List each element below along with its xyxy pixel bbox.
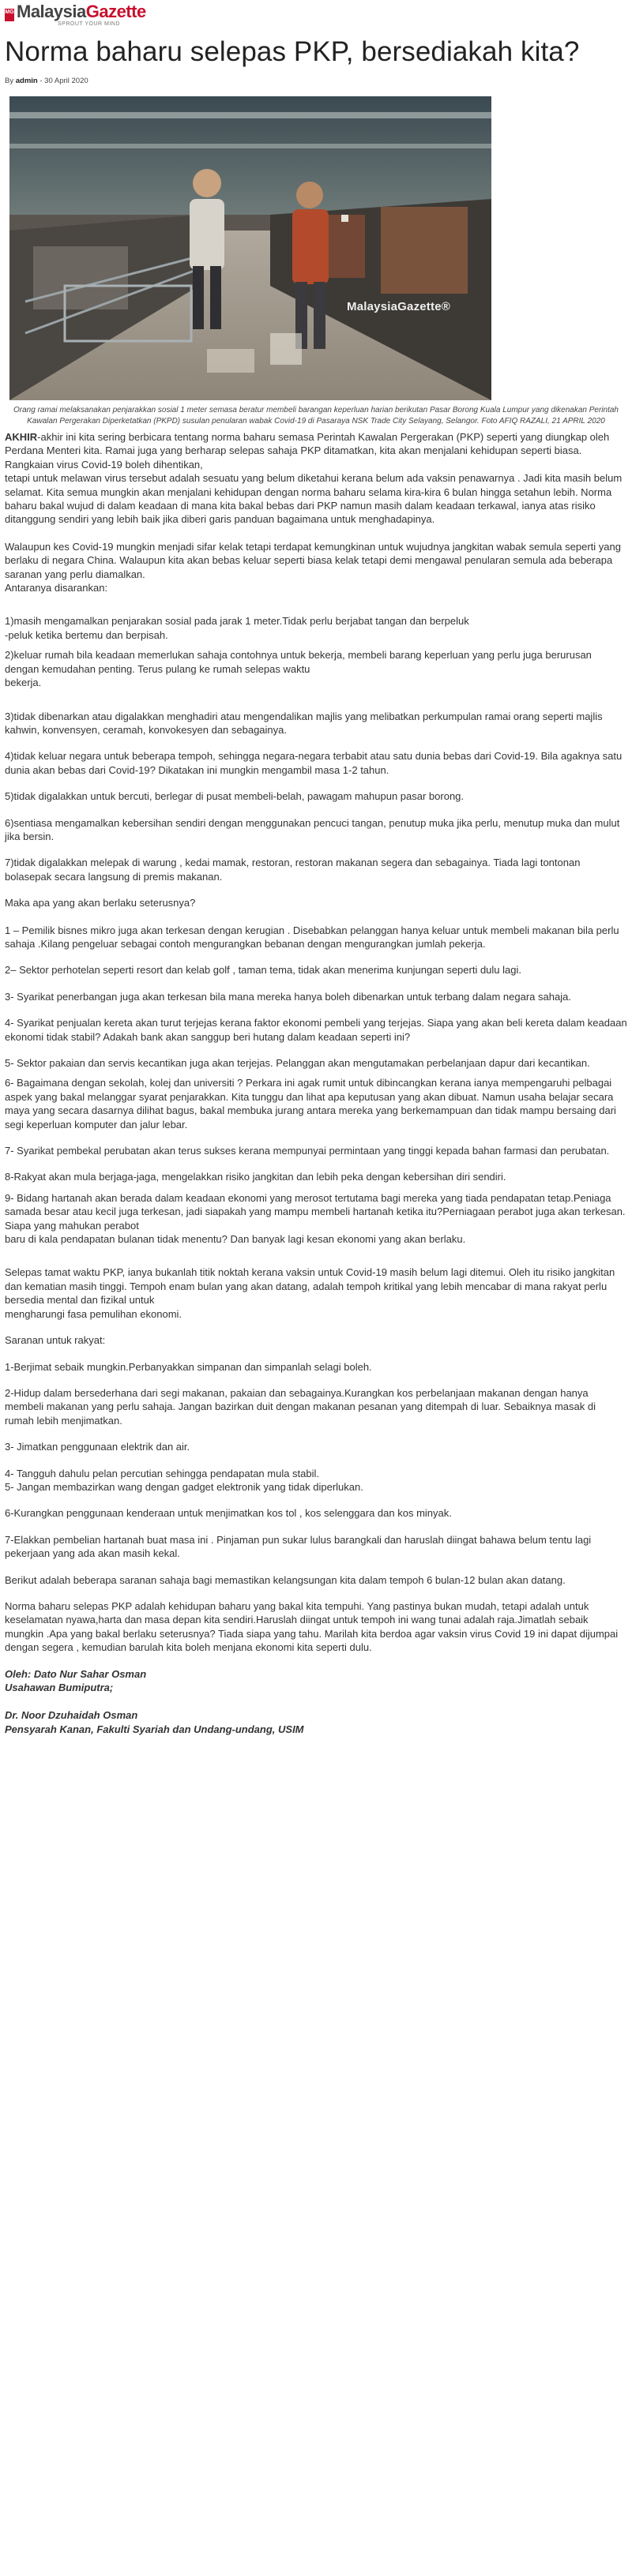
article-paragraph: 3- Syarikat penerbangan juga akan terkesan bila mana mereka hanya boleh dibenarkan untuk terbang dalam negara sahaja. bbox=[5, 990, 571, 1003]
article-paragraph: 3)tidak dibenarkan atau digalakkan menghadiri atau mengendalikan majlis yang melibatkan perkumpulan ramai orang seperti majlis kahwin, konvensyen, ceramah, konvokesyen dan sebagainya. bbox=[5, 710, 603, 736]
author-link[interactable]: admin bbox=[15, 77, 38, 85]
article-body bbox=[5, 430, 627, 1736]
article-paragraph: 4)tidak keluar negara untuk beberapa tempoh, sehingga negara-negara terbabit atau satu dunia bebas dari Covid-19. Bila agaknya satu dunia akan bebas dari Covid-19? Dikatakan ini mungkin mengambil masa 1-2 tahun. bbox=[5, 750, 623, 776]
article-paragraph: 8-Rakyat akan mula berjaga-jaga, mengelakkan risiko jangkitan dan lebih peka dengan kebersihan diri sendiri. bbox=[5, 1171, 506, 1183]
photo-illustration bbox=[9, 96, 491, 400]
article-title: Norma baharu selepas PKP, bersediakah kita? bbox=[5, 36, 580, 67]
article-paragraph: 5- Sektor pakaian dan servis kecantikan juga akan terjejas. Pelanggan akan mengutamakan perbelanjaan dapur dari kecantikan. bbox=[5, 1057, 590, 1069]
article-paragraph: 1-Berjimat sebaik mungkin.Perbanyakkan simpanan dan simpanlah selagi boleh. bbox=[5, 1360, 372, 1373]
article-paragraph: 6)sentiasa mengamalkan kebersihan sendiri dengan menggunakan pencuci tangan, penutup muka jika perlu, menutup muka dan mulut jika bersin. bbox=[5, 816, 620, 842]
article-paragraph: Selepas tamat waktu PKP, ianya bukanlah titik noktah kerana vaksin untuk Covid-19 masih belum lagi ditemui. Oleh itu risiko jangkitan dan kematian masih tinggi. Tempoh enam bulan yang akan datang, adalah tempoh kritikal yang lebih mencabar di mana rakyat perlu bersedia mental dan fizikal untuk mengharungi fasa pemulihan ekonomi. bbox=[5, 1266, 615, 1320]
article-paragraph: Walaupun kes Covid-19 mungkin menjadi sifar kelak tetapi terdapat kemungkinan untuk wujudnya jangkitan wabak semula seperti yang berlaku di negara China. Walaupun kita akan bebas keluar seperti biasa kelak tetapi demi mengawal penularan semula ada beberapa saranan yang perlu diamalkan. Antaranya disarankan: bbox=[5, 540, 621, 594]
article-photo bbox=[9, 96, 491, 400]
article-paragraph: Maka apa yang akan berlaku seterusnya? bbox=[5, 897, 196, 909]
logo-badge: MG bbox=[5, 9, 14, 21]
signature-name: Dr. Noor Dzuhaidah Osman bbox=[5, 1709, 138, 1722]
logo-tagline: SPROUT YOUR MIND bbox=[58, 21, 120, 27]
article-paragraph: 1)masih mengamalkan penjarakan sosial pada jarak 1 meter.Tidak perlu berjabat tangan dan berpeluk -peluk ketika bertemu dan berpisah. bbox=[5, 615, 469, 641]
article-paragraph: 1 – Pemilik bisnes mikro juga akan terkesan dengan kerugian . Disebabkan pelanggan hanya keluar untuk membeli makanan bila perlu sahaja .Kilang pengeluar sebagai contoh mengurangkan bebanan dengan mengurangkan jumlah pekerja. bbox=[5, 924, 619, 950]
article-paragraph: 3- Jimatkan penggunaan elektrik dan air. bbox=[5, 1441, 190, 1453]
logo-part2: Gazette bbox=[85, 2, 146, 21]
signature-role: Pensyarah Kanan, Fakulti Syariah dan Undang-undang, USIM bbox=[5, 1723, 304, 1735]
photo-watermark: MalaysiaGazette® bbox=[347, 300, 450, 313]
site-logo[interactable] bbox=[5, 3, 146, 27]
signature-name: Oleh: Dato Nur Sahar Osman bbox=[5, 1667, 147, 1680]
article-paragraph: 7)tidak digalakkan melepak di warung , kedai mamak, restoran, restoran makanan segera dan sebagainya. Tiada lagi tontonan bolasepak secara langsung di premis makanan. bbox=[5, 857, 581, 883]
article-meta: By admin - 30 April 2020 bbox=[5, 77, 88, 85]
article-paragraph: 2– Sektor perhotelan seperti resort dan kelab golf , taman tema, tidak akan menerima kunjungan seperti dulu lagi. bbox=[5, 964, 521, 977]
article-paragraph: Berikut adalah beberapa saranan sahaja bagi memastikan kelangsungan kita dalam tempoh 6 bulan-12 bulan akan datang. bbox=[5, 1573, 566, 1586]
article-paragraph: 9- Bidang hartanah akan berada dalam keadaan ekonomi yang merosot tertutama bagi mereka yang tiada pendapatan tetap.Peniaga samada besar atau kecil juga terkesan, jadi siapakah yang mampu membeli hartanah ketika itu?Perniagaan perabot juga akan terkesan. Siapa yang mahukan perabot baru di kala pendapatan bulanan tidak menentu? Dan banyak lagi kesan ekonomi yang akan berlaku. bbox=[5, 1191, 626, 1246]
signature-role: Usahawan Bumiputra; bbox=[5, 1682, 114, 1693]
author-signature bbox=[5, 1667, 627, 1695]
article-paragraph: 5)tidak digalakkan untuk bercuti, berlegar di pusat membeli-belah, pawagam mahupun pasar borong. bbox=[5, 790, 465, 803]
article-paragraph: 6- Bagaimana dengan sekolah, kolej dan universiti ? Perkara ini agak rumit untuk dibincangkan kerana ianya mempengaruhi pelbagai aspek yang bakal melanggar syarat penjarakkan. Kita tunggu dan lihat apa keputusan yang akan dibuat. Namun usaha belajar secara maya yang secara dasarnya dilihat bagus, bakal membuka jurang antara mereka yang berkemampuan dan tidak mampu bersaing dari segi keperluan komputer dan jalur lebar. bbox=[5, 1077, 616, 1131]
article-paragraph: Norma baharu selepas PKP adalah kehidupan baharu yang bakal kita tempuhi. Yang pastinya bukan mudah, tetapi adalah untuk keselamatan nyawa,harta dan masa depan kita sendiri.Haruslah diingat untuk tempoh ini wang tunai adalah raja.Jimatlah sebaik mungkin .Apa yang bakal berlaku seterusnya? Tiada siapa yang tahu. Marilah kita berdoa agar vaksin virus Covid 19 ini dapat dijumpai dengan segera , kemudian barulah kita boleh menjana ekonomi kita seperti dulu. bbox=[5, 1599, 619, 1654]
article-paragraph: 4- Syarikat penjualan kereta akan turut terjejas kerana faktor ekonomi pembeli yang terjejas. Siapa yang akan beli kereta dalam keadaan ekonomi tidak stabil? Adakah bank akan sanggup beri hutang dalam keadaan seperti ini? bbox=[5, 1017, 627, 1043]
article-paragraph: 2)keluar rumah bila keadaan memerlukan sahaja contohnya untuk bekerja, membeli barang keperluan yang perlu juga berurusan dengan kemudahan penting. Terus pulang ke rumah selepas waktu bekerja. bbox=[5, 649, 592, 689]
lead-paragraph: AKHIR-akhir ini kita sering berbicara tentang norma baharu semasa Perintah Kawalan Pergerakan (PKP) seperti yang diungkap oleh Perdana Menteri kita. Ramai juga yang berharap selepas sahaja PKP ditamatkan, kita akan menjalani kehidupan seperti biasa. Rangkaian virus Covid-19 boleh dihentikan, tetapi untuk melawan virus tersebut adalah sesuatu yang belum diketahui kerana belum ada vaksin penawarnya . Jadi kita masih belum selamat. Kita semua mungkin akan menjalani kehidupan dengan norma baharu selama kira-kira 6 bulan hingga setahun lebih. Norma baharu bakal wujud di dalam keadaan di mana kita bakal bebas dari PKP namun masih dalam keadaan terkawal, ianya atas risiko ditanggung sendiri yang lebih baik jika diberi garis panduan bagaimana untuk menghadapinya. bbox=[5, 431, 623, 526]
article-paragraph: 4- Tangguh dahulu pelan percutian sehingga pendapatan mula stabil. 5- Jangan membazirkan wang dengan gadget elektronik yang tidak diperlukan. bbox=[5, 1467, 363, 1493]
photo-caption: Orang ramai melaksanakan penjarakkan sosial 1 meter semasa beratur membeli barangan keperluan harian berikutan Pasar Borong Kuala Lumpur yang dikenakan Perintah Kawalan Pergerakan Diperketatkan (PKPD) susulan penularan wabak Covid-19 di Pasaraya NSK Trade City Selayang, Selangor. Foto AFIQ RAZALI, 21 APRIL 2020 bbox=[13, 406, 619, 426]
logo-part1: Malaysia bbox=[17, 2, 86, 21]
meta-by: By bbox=[5, 77, 14, 85]
author-signature bbox=[5, 1708, 627, 1736]
article-paragraph: 6-Kurangkan penggunaan kenderaan untuk menjimatkan kos tol , kos selenggara dan kos minyak. bbox=[5, 1507, 452, 1520]
lead-word: AKHIR bbox=[5, 431, 38, 443]
article-paragraph: 7- Syarikat pembekal perubatan akan terus sukses kerana mempunyai permintaan yang tinggi kepada bahan farmasi dan perubatan. bbox=[5, 1145, 610, 1157]
article-paragraph: 7-Elakkan pembelian hartanah buat masa ini . Pinjaman pun sukar lulus barangkali dan haruslah diingat bahawa belum tentu lagi pekerjaan yang ada akan masih kekal. bbox=[5, 1533, 592, 1560]
publish-date: 30 April 2020 bbox=[44, 77, 88, 85]
site-header bbox=[5, 0, 627, 28]
article-paragraph: 2-Hidup dalam bersederhana dari segi makanan, pakaian dan sebagainya.Kurangkan kos perbelanjaan makanan dengan hanya membeli makanan yang perlu sahaja. Jangan bazirkan duit dengan makanan pesanan yang ditempah di luar. Sebaiknya masak di rumah lebih menjimatkan. bbox=[5, 1386, 596, 1427]
article-paragraph: Saranan untuk rakyat: bbox=[5, 1334, 106, 1347]
